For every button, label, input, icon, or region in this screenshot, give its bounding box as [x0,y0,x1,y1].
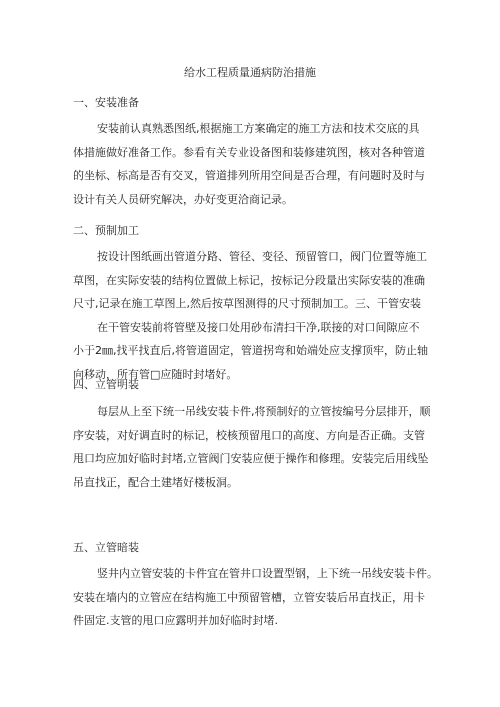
section-body-exposed-riser [73,400,443,494]
paragraph-line: 尺寸,记录在施工草图上,然后按草图测得的尺寸预制加工。三、干管安装 [73,297,421,310]
paragraph-line: 序安装，对好调直时的标记，校核预留甩口的高度、方向是否正确。支管 [73,428,425,442]
section-body-prefabrication [73,245,443,386]
section-heading-concealed-riser: 五、立管暗装 [73,541,139,554]
paragraph-line: 向移动，所有管□应随时封堵好。 [73,367,238,381]
paragraph-line: 在干管安装前将管壁及接口处用砂布清扫干净,联接的对口间隙应不 [97,320,420,334]
paragraph-line: 安装在墙内的立管应在结构施工中预留管槽，立管安装后吊直找正，用卡 [73,590,425,604]
section-body-concealed-riser [73,562,443,633]
document-title: 给水工程质量通病防治措施 [184,66,316,79]
paragraph-line: 甩口均应加好临时封堵,立管阀门安装应便于操作和修理。安装完后用线坠 [73,452,429,465]
paragraph-line: 竖井内立管安装的卡件宜在管井口设置型钢，上下统一吊线安装卡件。 [97,567,438,580]
paragraph-line: 每层从上至下统一吊线安装卡件,将预制好的立管按编号分层排开，顺 [97,405,431,418]
paragraph-line: 草图，在实际安装的结构位置做上标记，按标记分段量出实际安装的准确 [73,273,425,287]
section-heading-preparation: 一、安装准备 [73,96,139,109]
paragraph-line: 的坐标、标高是否有交叉，管道排列所用空间是否合理，有问题时及时与 [73,169,425,182]
section-heading-exposed-riser: 四、立管明装 [73,378,139,391]
paragraph-line: 吊直找正，配合土建堵好楼板洞。 [73,475,238,489]
paragraph-line: 件固定.支管的甩口应露明并加好临时封堵. [73,614,278,627]
section-heading-prefabrication: 二、预制加工 [73,224,139,237]
section-body-preparation [73,117,443,211]
paragraph-line: 设计有关人员研究解决，办好变更洽商记录。 [73,192,293,206]
paragraph-line: 按设计图纸画出管道分路、管径、变径、预留管口，阀门位置等施工 [97,250,427,263]
paragraph-line: 安装前认真熟悉图纸,根据施工方案确定的施工方法和技术交底的具 [97,122,420,135]
paragraph-line: 小于2㎜,找平找直后,将管道固定，管道拐弯和始端处应支撑顶牢，防止轴 [73,344,428,357]
paragraph-line: 体措施做好准备工作。参看有关专业设备图和装修建筑图，核对各种管道 [73,145,425,159]
